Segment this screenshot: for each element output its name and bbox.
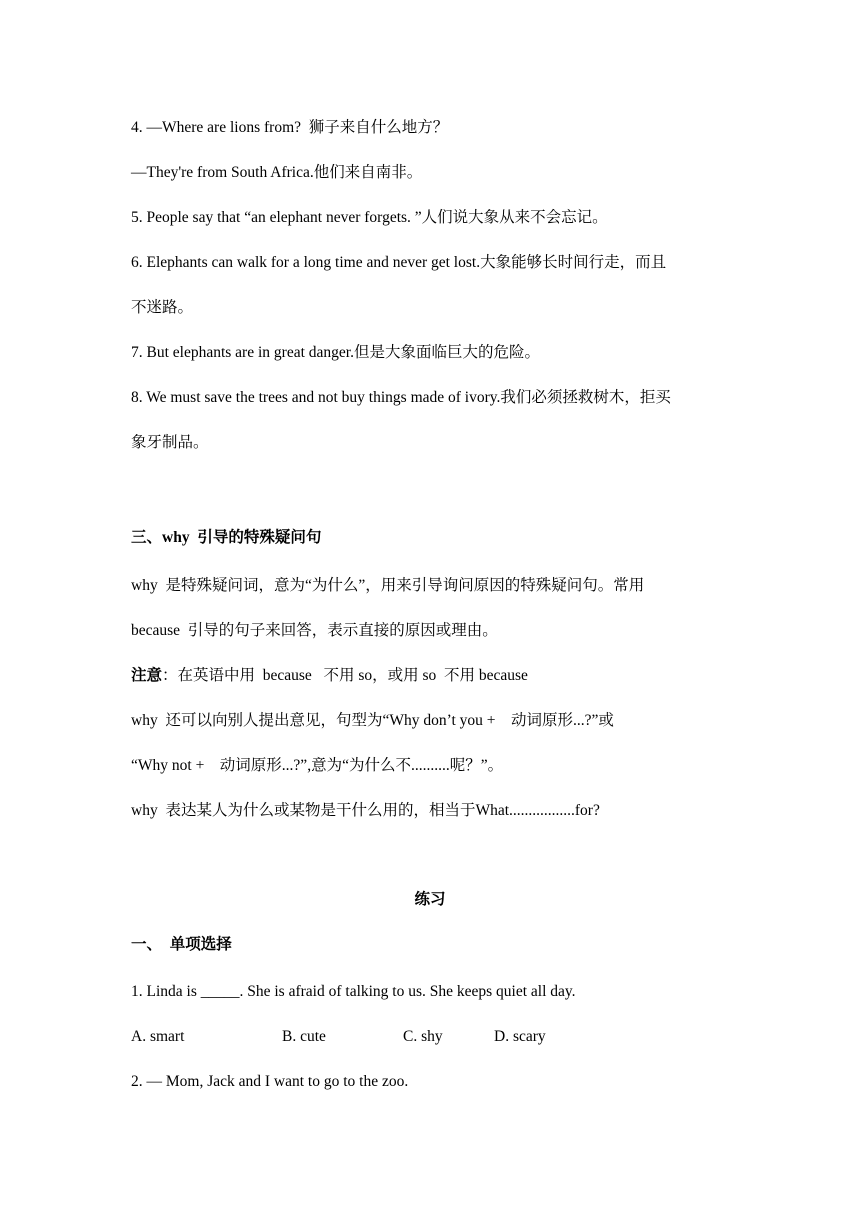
exercise-part-heading: 一、 单项选择 <box>131 936 232 953</box>
exercise-title: 练习 <box>414 891 446 908</box>
text-line: 象牙制品。 <box>131 434 209 451</box>
note-text: ：在英语中用 because 不用 so，或用 so 不用 because <box>162 667 528 684</box>
note-label: 注意 <box>131 667 163 684</box>
option-a: A. smart <box>131 1028 185 1045</box>
note-line <box>131 666 528 686</box>
option-b: B. cute <box>282 1028 326 1045</box>
text-line: 不迷路。 <box>131 299 194 316</box>
paragraph-line: because 引导的句子来回答，表示直接的原因或理由。 <box>131 622 498 639</box>
text-line: 5. People say that “an elephant never forgets. ”人们说大象从来不会忘记。 <box>131 209 608 226</box>
text-line: 4. —Where are lions from? 狮子来自什么地方？ <box>131 119 449 136</box>
text-line: —They're from South Africa.他们来自南非。 <box>131 164 423 181</box>
paragraph-line: why 是特殊疑问词，意为“为什么”，用来引导询问原因的特殊疑问句。常用 <box>131 577 645 594</box>
paragraph-line: “Why not + 动词原形...?”,意为“为什么不..........呢？”。 <box>131 757 504 774</box>
option-c: C. shy <box>403 1028 443 1045</box>
text-line: 7. But elephants are in great danger.但是大象面临巨大的危险。 <box>131 344 540 361</box>
paragraph-line: why 表达某人为什么或某物是干什么用的，相当于What.................for? <box>131 802 600 819</box>
option-d: D. scary <box>494 1028 546 1045</box>
section-heading: 三、why 引导的特殊疑问句 <box>131 529 322 546</box>
question-2: 2. — Mom, Jack and I want to go to the zoo. <box>131 1073 409 1090</box>
paragraph-line: why 还可以向别人提出意见，句型为“Why don’t you + 动词原形...?”或 <box>131 712 614 729</box>
text-line: 8. We must save the trees and not buy things made of ivory.我们必须拯救树木，拒买 <box>131 389 671 406</box>
question-1: 1. Linda is _____. She is afraid of talking to us. She keeps quiet all day. <box>131 983 576 1000</box>
text-line: 6. Elephants can walk for a long time and never get lost.大象能够长时间行走，而且 <box>131 254 667 271</box>
